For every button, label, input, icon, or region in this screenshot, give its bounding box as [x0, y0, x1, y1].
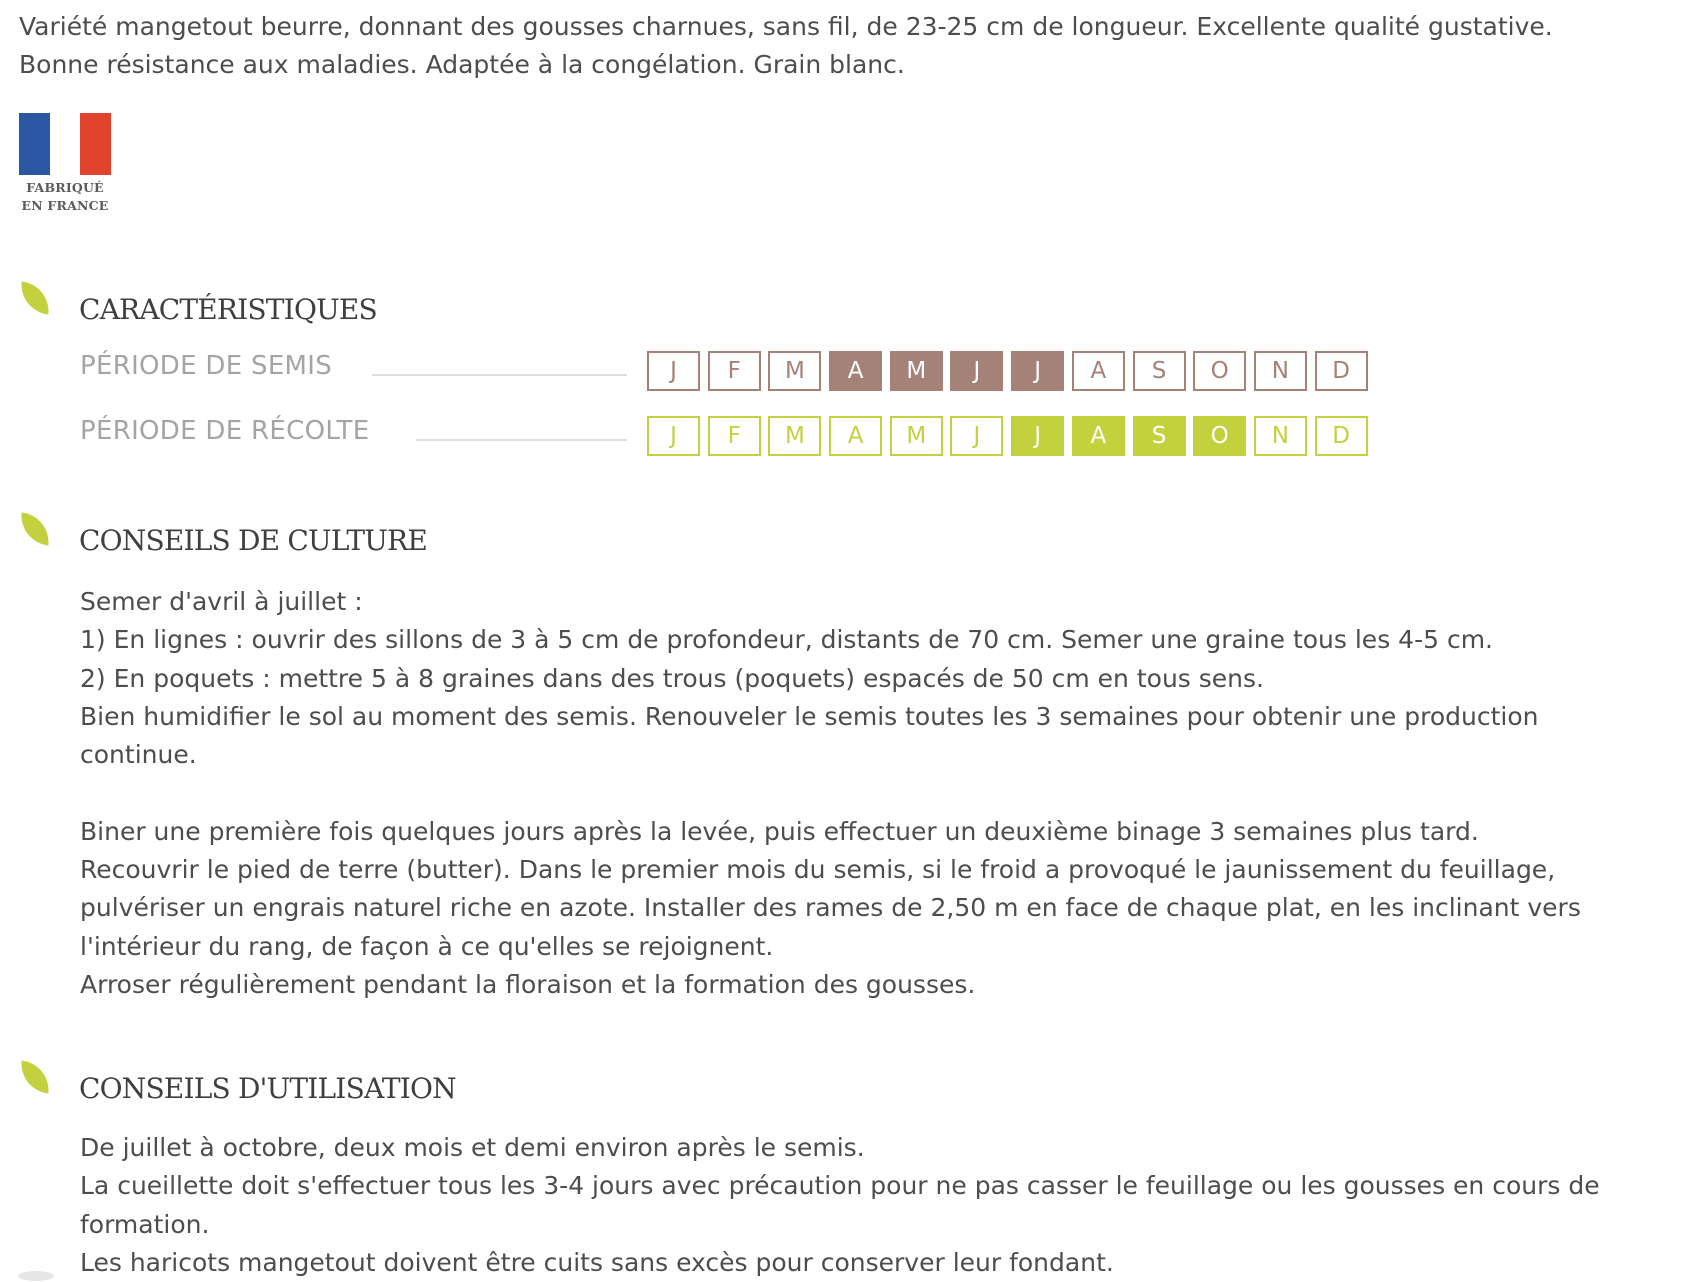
semis-month-12: D — [1315, 351, 1368, 391]
month-calendar-semis — [647, 351, 1375, 391]
culture-line: 2) En poquets : mettre 5 à 8 graines dans des trous (poquets) espacés de 50 cm en tous sens. — [80, 663, 1264, 693]
culture-line: 1) En lignes : ouvrir des sillons de 3 à 5 cm de profondeur, distants de 70 cm. Semer une graine tous les 4-5 cm. — [80, 625, 1493, 655]
recolte-month-12: D — [1315, 416, 1368, 456]
section-title-utilisation: CONSEILS D'UTILISATION — [79, 1072, 456, 1105]
recolte-month-3: M — [768, 416, 821, 456]
culture-line: Biner une première fois quelques jours après la levée, puis effectuer un deuxième binage 3 semaines plus tard. — [80, 816, 1479, 846]
recolte-month-1: J — [647, 416, 700, 456]
period-divider-semis — [372, 374, 627, 376]
recolte-month-9: S — [1133, 416, 1186, 456]
badge-line-2: EN FRANCE — [21, 198, 109, 213]
leaf-icon — [19, 513, 52, 546]
badge-text — [19, 179, 111, 215]
period-label-recolte: PÉRIODE DE RÉCOLTE — [80, 416, 370, 446]
semis-month-8: A — [1072, 351, 1125, 391]
next-section-leaf-icon — [18, 1271, 54, 1281]
made-in-france-badge — [19, 113, 111, 215]
recolte-month-11: N — [1254, 416, 1307, 456]
semis-month-5: M — [890, 351, 943, 391]
leaf-icon — [19, 282, 52, 315]
french-flag-icon — [19, 113, 111, 175]
semis-month-7: J — [1011, 351, 1064, 391]
flag-red-stripe — [80, 113, 111, 175]
leaf-icon — [19, 1061, 52, 1094]
culture-line: Arroser régulièrement pendant la floraison et la formation des gousses. — [80, 969, 976, 999]
recolte-month-5: M — [890, 416, 943, 456]
product-description — [19, 8, 1659, 84]
recolte-month-4: A — [829, 416, 882, 456]
semis-month-2: F — [708, 351, 761, 391]
badge-line-1: FABRIQUÉ — [26, 180, 104, 195]
flag-white-stripe — [50, 113, 81, 175]
culture-line: Semer d'avril à juillet : — [80, 587, 363, 616]
utilisation-line: De juillet à octobre, deux mois et demi environ après le semis. — [80, 1133, 865, 1162]
description-line: Variété mangetout beurre, donnant des gousses charnues, sans fil, de 23-25 cm de longueur. Excellente qualité gustative. — [19, 12, 1553, 41]
utilisation-text — [80, 1129, 1660, 1282]
description-line: Bonne résistance aux maladies. Adaptée à la congélation. Grain blanc. — [19, 50, 905, 79]
recolte-month-10: O — [1193, 416, 1246, 456]
recolte-month-7: J — [1011, 416, 1064, 456]
culture-text — [80, 583, 1660, 1004]
recolte-month-2: F — [708, 416, 761, 456]
semis-month-6: J — [950, 351, 1003, 391]
semis-month-10: O — [1193, 351, 1246, 391]
culture-line: Recouvrir le pied de terre (butter). Dans le premier mois du semis, si le froid a provoqué le jaunissement du feuillage, pulvériser un engrais naturel riche en azote. Installer des rames de 2,50 m en face de chaque plat, en les inclinant vers l'intérieur du rang, de façon à ce qu'elles se rejoignent. — [80, 855, 1581, 961]
utilisation-line: Les haricots mangetout doivent être cuits sans excès pour conserver leur fondant. — [80, 1247, 1114, 1277]
section-title-culture: CONSEILS DE CULTURE — [79, 524, 427, 557]
flag-blue-stripe — [19, 113, 50, 175]
period-label-semis: PÉRIODE DE SEMIS — [80, 351, 333, 381]
month-calendar-recolte — [647, 416, 1375, 456]
culture-line: Bien humidifier le sol au moment des semis. Renouveler le semis toutes les 3 semaines pour obtenir une production continue. — [80, 701, 1539, 770]
semis-month-9: S — [1133, 351, 1186, 391]
section-title-caracteristiques: CARACTÉRISTIQUES — [79, 293, 377, 326]
semis-month-11: N — [1254, 351, 1307, 391]
period-divider-recolte — [416, 439, 627, 441]
recolte-month-6: J — [950, 416, 1003, 456]
semis-month-4: A — [829, 351, 882, 391]
semis-month-3: M — [768, 351, 821, 391]
semis-month-1: J — [647, 351, 700, 391]
recolte-month-8: A — [1072, 416, 1125, 456]
utilisation-line: La cueillette doit s'effectuer tous les 3-4 jours avec précaution pour ne pas casser le feuillage ou les gousses en cours de formation. — [80, 1171, 1600, 1239]
